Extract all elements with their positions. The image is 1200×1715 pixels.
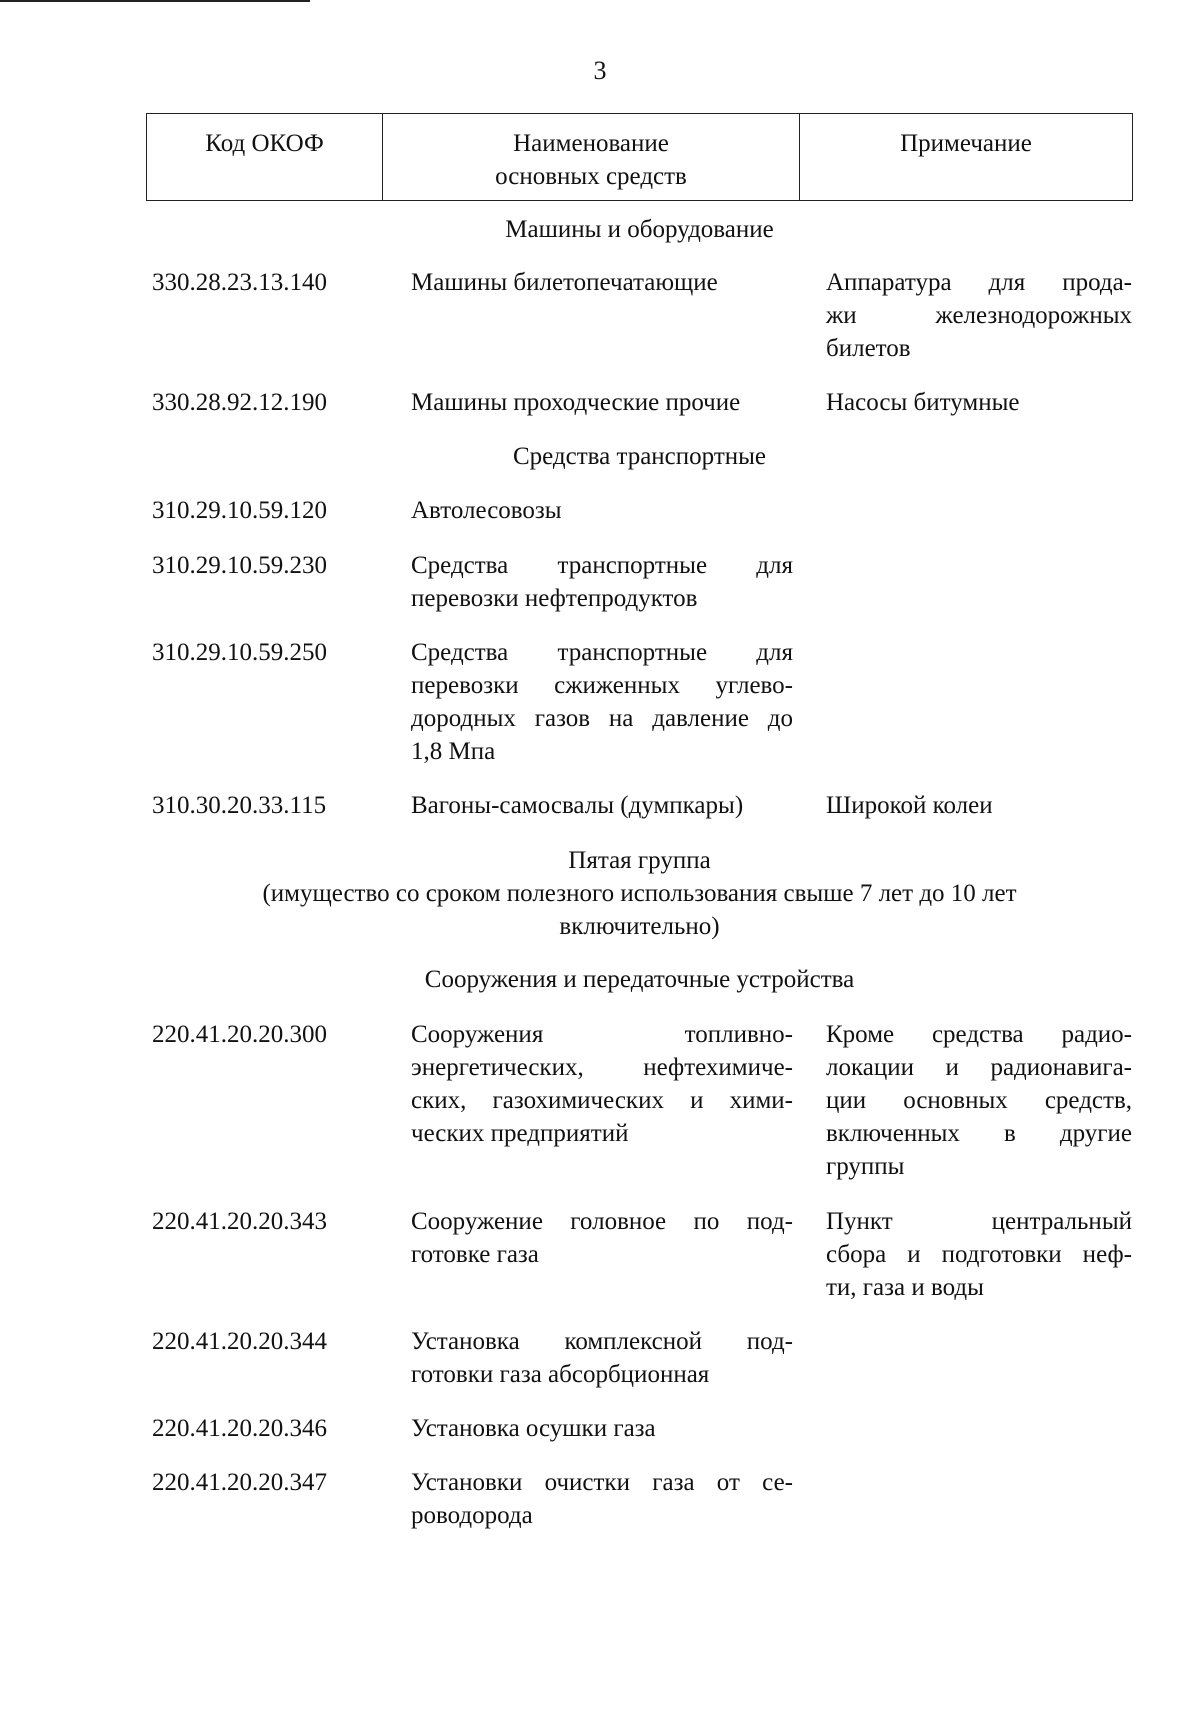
name-line: Сооружение головное по под-: [411, 1208, 793, 1235]
name-line: Машины проходческие прочие: [411, 389, 741, 416]
name-line: перевозки сжиженных углево-: [411, 672, 793, 699]
note-line: включенных в другие: [826, 1120, 1132, 1147]
note-line: Пункт центральный: [826, 1208, 1132, 1235]
name-line: готовки газа абсорбционная: [411, 1361, 710, 1388]
note-line: Широкой колеи: [826, 792, 993, 819]
page-number: 3: [593, 56, 607, 85]
asset-name: [411, 1205, 793, 1271]
okof-code: 220.41.20.20.344: [152, 1328, 327, 1355]
note-line: жи железнодорожных: [826, 302, 1132, 329]
okof-code: 220.41.20.20.343: [152, 1208, 327, 1235]
name-line: Автолесовозы: [411, 497, 562, 524]
header-code: Код ОКОФ: [147, 114, 383, 200]
asset-name: [411, 1325, 793, 1391]
name-line: Сооружения топливно-: [411, 1021, 793, 1048]
table-header: [146, 113, 1133, 201]
name-line: энергетических, нефтехимиче-: [411, 1054, 793, 1081]
asset-note: [826, 266, 1132, 365]
name-line: Средства транспортные для: [411, 552, 793, 579]
asset-note: [826, 1205, 1132, 1304]
asset-name: [411, 549, 793, 615]
group5-line: (имущество со сроком полезного использования свыше 7 лет до 10 лет: [262, 880, 1017, 907]
header-name-line: основных средств: [495, 163, 687, 190]
okof-code: 330.28.23.13.140: [152, 269, 327, 296]
asset-note: [826, 789, 1132, 822]
note-line: билетов: [826, 335, 911, 362]
okof-code: 310.29.10.59.120: [152, 497, 327, 524]
okof-code: 310.30.20.33.115: [152, 792, 327, 819]
asset-name: [411, 789, 793, 822]
note-line: Кроме средства радио-: [826, 1021, 1132, 1048]
header-name-line: Наименование: [513, 130, 669, 157]
name-line: ческих предприятий: [411, 1120, 629, 1147]
name-line: 1,8 Мпа: [411, 738, 496, 765]
asset-name: [411, 1018, 793, 1150]
name-line: дородных газов на давление до: [411, 705, 793, 732]
asset-name: [411, 1466, 793, 1532]
name-line: ских, газохимических и хими-: [411, 1087, 793, 1114]
note-line: ции основных средств,: [826, 1087, 1132, 1114]
note-line: группы: [826, 1153, 905, 1180]
header-name: [383, 114, 800, 200]
okof-code: 310.29.10.59.250: [152, 639, 327, 666]
note-line: сбора и подготовки неф-: [826, 1241, 1132, 1268]
okof-code: 220.41.20.20.347: [152, 1469, 327, 1496]
asset-name: [411, 266, 793, 299]
note-line: Аппаратура для прода-: [826, 269, 1132, 296]
name-line: Установки очистки газа от се-: [411, 1469, 793, 1496]
asset-note: [826, 386, 1132, 419]
name-line: Установка комплексной под-: [411, 1328, 793, 1355]
top-edge-line: [0, 0, 310, 2]
section-group5-title: Пятая группа: [568, 847, 711, 874]
okof-code: 330.28.92.12.190: [152, 389, 327, 416]
group5-line: включительно): [559, 913, 720, 940]
asset-note: [826, 1018, 1132, 1183]
okof-code: 310.29.10.59.230: [152, 552, 327, 579]
name-line: перевозки нефтепродуктов: [411, 585, 698, 612]
section-group5-desc: [146, 877, 1133, 943]
okof-code: 220.41.20.20.346: [152, 1415, 327, 1442]
name-line: Машины билетопечатающие: [411, 269, 718, 296]
note-line: Насосы битумные: [826, 389, 1020, 416]
okof-code: 220.41.20.20.300: [152, 1021, 327, 1048]
name-line: Вагоны-самосвалы (думпкары): [411, 792, 744, 819]
name-line: готовке газа: [411, 1241, 539, 1268]
asset-name: [411, 386, 793, 419]
asset-name: [411, 1412, 793, 1445]
section-machines: Машины и оборудование: [505, 216, 774, 243]
name-line: Установка осушки газа: [411, 1415, 656, 1442]
section-transport: Средства транспортные: [512, 443, 767, 470]
asset-name: [411, 494, 793, 527]
asset-name: [411, 636, 793, 768]
note-line: локации и радионавига-: [826, 1054, 1132, 1081]
name-line: роводорода: [411, 1502, 533, 1529]
section-structures: Сооружения и передаточные устройства: [424, 966, 855, 993]
header-note: Примечание: [900, 130, 1032, 157]
name-line: Средства транспортные для: [411, 639, 793, 666]
note-line: ти, газа и воды: [826, 1274, 984, 1301]
